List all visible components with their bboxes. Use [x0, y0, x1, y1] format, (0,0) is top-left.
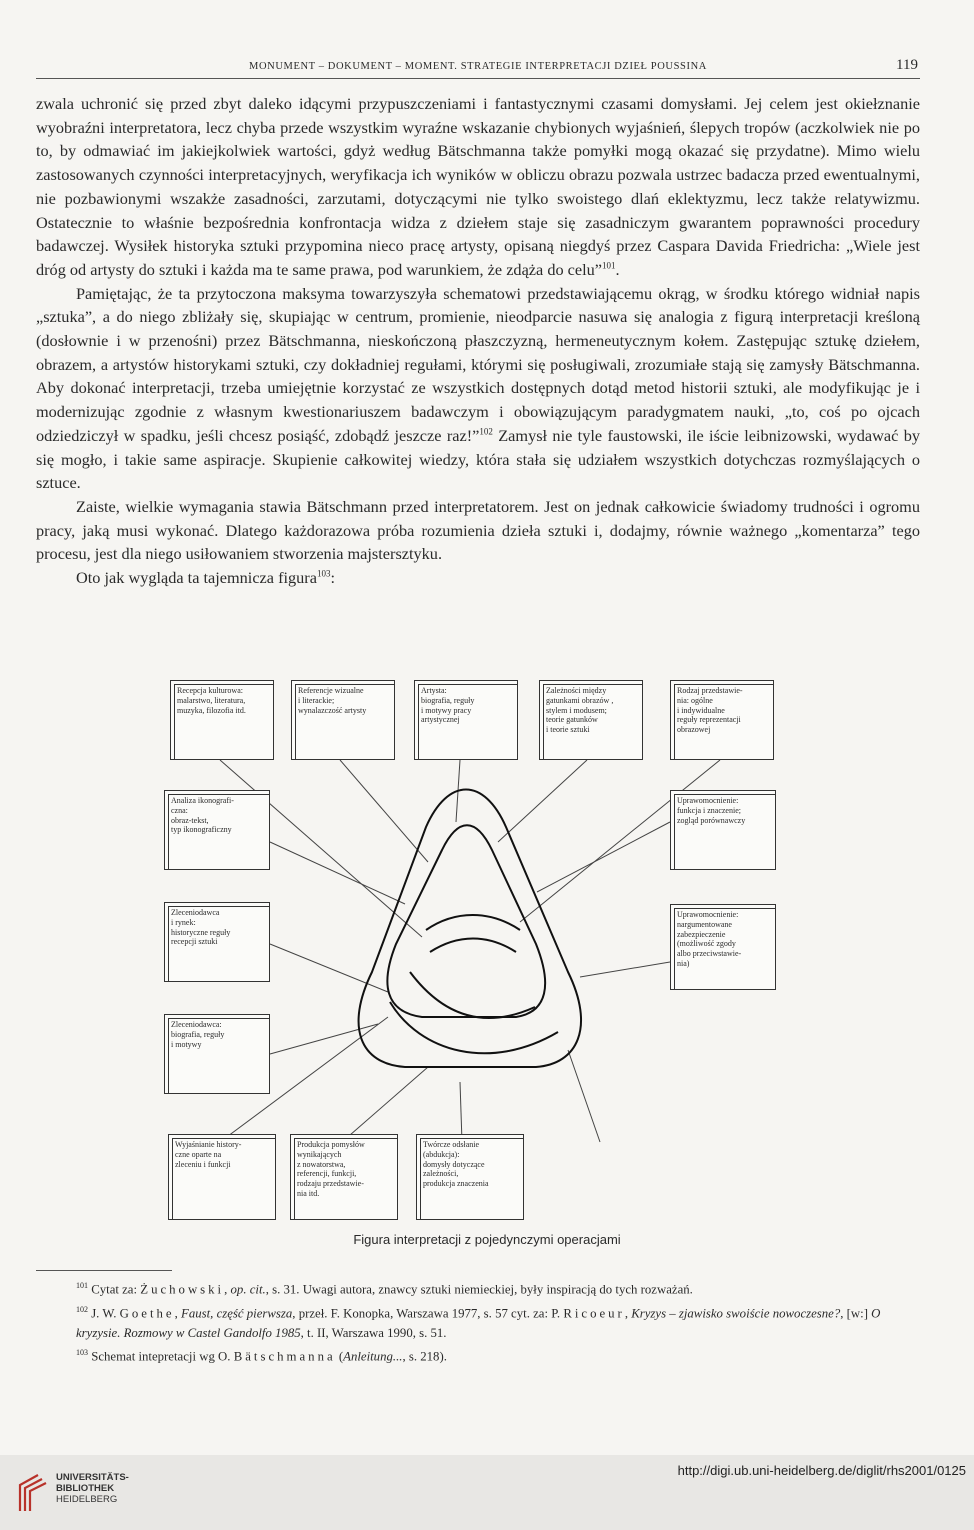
box-iconographic-analysis: Analiza ikonografi- czna: obraz-tekst, typ ikonograficzny [164, 790, 270, 870]
box-patron-market: Zleceniodawca i rynek: historyczne reguły recepcji sztuki [164, 902, 270, 982]
paragraph-1: zwala uchronić się przed zbyt daleko idącymi przypuszczeniami i fantastycznymi czasami domysłami. Jej celem jest okiełznanie wyobraźni interpretatora, lecz chyba przede wszystkim wyraźne wskazanie chybionych wyjaśnień, ślepych tropów (aczkolwiek nie po to, by odmawiać im jakiejkolwiek wartości, gdyż według Bätschmanna także pomyłki mogą okazać się przydatne). Mimo wielu zastosowanych czynności interpretacyjnych, weryfikacja ich wyników w obliczu obrazu pozwala ustrzec badacza przed ewentualnymi, nie pozbawionymi wszakże zasadności, zarzutami, dotyczącymi nie tylko swoistego dlań eklektyzmu, lecz także relatywizmu. Ostatecznie to właśnie bezpośrednia konfrontacja widza z dziełem staje się zasadniczym gwarantem poprawności procedury badawczej. Wysiłek historyka sztuki przypomina nieco pracę artysty, opisaną niegdyś przez Caspara Davida Friedricha: „Wiele jest dróg od artysty do sztuki i każda ma te same prawa, pod warunkiem, że zdąża do celu”$^{101}$. [36, 94, 920, 279]
footnote-ref-101[interactable]: 101 [602, 260, 616, 271]
body-text [36, 92, 920, 590]
box-creative-abduction: Twórcze odsłanie (abdukcja): domysły dotyczące zależności, produkcja znaczenia [416, 1134, 524, 1220]
footnote-ref-103[interactable]: 103 [316, 568, 331, 579]
figure-caption: Figura interpretacji z pojedynczymi operacjami [353, 1232, 621, 1247]
footnote-102: $^{102}$ J. W. Goethe, Faust, część pierwsza, przeł. F. Konopka, Warszawa 1977, s. 57 cyt. za: P. Ricoeur, Kryzys – zjawisko swoiście nowoczesne?, [w:] O kryzysie. Rozmowy w Castel Gandolfo 1985, t. II, Warszawa 1990, s. 51. [76, 1304, 881, 1340]
hermeneutic-knot [359, 790, 581, 1068]
footnote-separator [36, 1270, 172, 1271]
source-url-link[interactable]: http://digi.ub.uni-heidelberg.de/diglit/rhs2001/0125 [677, 1463, 966, 1478]
box-cultural-reception: Recepcja kulturowa: malarstwo, literatura, muzyka, filozofia itd. [170, 680, 274, 760]
box-genre-dependencies: Zależności między gatunkami obrazów , stylem i modusem; teorie gatunków i teorie sztuki [539, 680, 643, 760]
box-visual-references: Referencje wizualne i literackie; wynalazczość artysty [291, 680, 395, 760]
footnote-103: $^{103}$ Schemat intepretacji wg O. Bätschmanna (Anleitung..., s. 218). [76, 1348, 447, 1364]
box-representation-type: Rodzaj przedstawie- nia: ogólne i indywidualne reguły reprezentacji obrazowej [670, 680, 774, 760]
running-head: MONUMENT – DOKUMENT – MOMENT. STRATEGIE INTERPRETACJI DZIEŁ POUSSINA [249, 61, 707, 72]
box-patron-biography: Zleceniodawca: biografia, reguły i motywy [164, 1014, 270, 1094]
library-name: UNIVERSITÄTS- BIBLIOTHEK HEIDELBERG [56, 1472, 129, 1505]
box-legitimation-function: Uprawomocnienie: funkcja i znaczenie; zogląd porównawczy [670, 790, 776, 870]
page-number: 119 [896, 57, 918, 73]
box-legitimation-argument: Uprawomocnienie: nargumentowane zabezpieczenie (możliwość zgody albo przeciwstawie- nia) [670, 904, 776, 990]
footnotes [36, 1276, 920, 1367]
page-header [36, 58, 920, 79]
library-footer [0, 1455, 974, 1530]
footnote-101: $^{101}$ Cytat za: Żuchowski, op. cit., s. 31. Uwagi autora, znawcy sztuki niemieckiej, były inspiracją do tych rozważań. [76, 1281, 693, 1297]
library-logo-icon [12, 1471, 48, 1513]
footnote-ref-102[interactable]: 102 [479, 426, 493, 437]
box-artist: Artysta: biografia, reguły i motywy pracy artystycznej [414, 680, 518, 760]
box-historical-explanation: Wyjaśnianie history- czne oparte na zleceniu i funkcji [168, 1134, 276, 1220]
box-idea-production: Produkcja pomysłów wynikających z nowatorstwa, referencji, funkcji, rodzaju przedstawie- nia itd. [290, 1134, 398, 1220]
paragraph-2: Pamiętając, że ta przytoczona maksyma towarzyszyła schematowi przedstawiającemu okrąg, w środku którego widniał napis „sztuka”, a do niego zbliżały się, skupiając w centrum, promienie, nieodparcie nasuwa się analogia z figurą interpretacji kreśloną (dosłownie i w przenośni) przez Bätschmanna, nieskończoną płaszczyzną, hermeneutycznym kołem. Zastępując sztukę dziełem, obrazem, a artystów historykami sztuki, czy dokładniej regułami, którymi się posługiwali, zrozumiałe stają się zamysły Bätschmanna. Aby dokonać interpretacji, trzeba umiejętnie korzystać ze wszystkich dostępnych dotąd metod historii sztuki, ale modyfikując je i modernizując zgodnie z własnym kwestionariuszem badawczym i obowiązującym paradygmatem nauki, „to, coś po ojcach odziedziczył w spadku, jeśli chcesz posiąść, zdobądź jeszcze raz!”$^{102}$ Zamysł nie tyle faustowski, ile iście leibnizowski, wydawać by się mogło, i takie same aspiracje. Skupienie całkowitej wiedzy, która stała się udziałem wszystkich dotychczas rozmyślających o sztuce. [36, 283, 921, 493]
paragraph-4: Oto jak wygląda ta tajemnicza figura$^{103}$: [76, 568, 335, 588]
paragraph-3: Zaiste, wielkie wymagania stawia Bätschmann przed interpretatorem. Jest on jednak całkowicie świadomy trudności i ogromu pracy, jaką musi wykonać. Dlatego każdorazowa próba rozumienia dzieła sztuki i, dodajmy, równie ważnego „komentarza” tego procesu, jest dla niego usiłowaniem stworzenia majstersztyku. [36, 496, 920, 564]
interpretation-figure [160, 672, 780, 1227]
